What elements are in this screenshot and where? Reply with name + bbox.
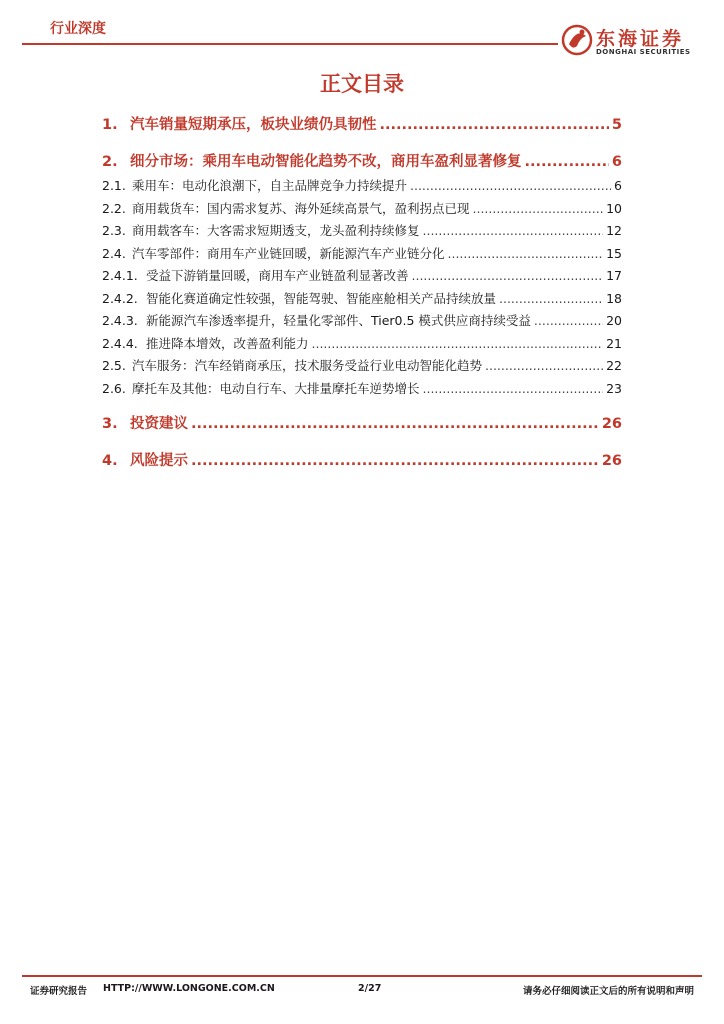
toc-entry-label bbox=[102, 220, 420, 243]
toc-entry[interactable] bbox=[102, 198, 622, 221]
toc-entry-label bbox=[102, 149, 522, 175]
toc-entry-text: 投资建议 bbox=[130, 416, 188, 432]
toc-entry-number: 2.4.2. bbox=[102, 290, 138, 306]
footer-label: 证券研究报告 bbox=[30, 986, 88, 997]
footer-website-link[interactable]: HTTP://WWW.LONGONE.COM.CN bbox=[103, 983, 275, 994]
toc-leader-dots bbox=[485, 355, 603, 378]
toc-leader-dots bbox=[499, 288, 603, 311]
toc-entry-text: 汽车销量短期承压，板块业绩仍具韧性 bbox=[130, 117, 377, 133]
logo-chinese-name: 东海证券 bbox=[596, 28, 685, 50]
toc-entry[interactable] bbox=[102, 149, 622, 175]
toc-entry-text: 商用载客车：大客需求短期透支，龙头盈利持续修复 bbox=[132, 223, 420, 238]
toc-entry-label bbox=[102, 378, 420, 401]
toc-spacer bbox=[102, 138, 622, 149]
toc-entry-number: 2.3. bbox=[102, 223, 126, 238]
toc-entry-number: 2.4.3. bbox=[102, 313, 138, 328]
toc-entry-text: 新能源汽车渗透率提升，轻量化零部件、Tier0.5 模式供应商持续受益 bbox=[146, 313, 531, 328]
footer-disclaimer: 请务必仔细阅读正文后的所有说明和声明 bbox=[522, 986, 694, 997]
footer-page-number: 2/27 bbox=[358, 983, 382, 994]
toc-entry[interactable] bbox=[102, 378, 622, 401]
toc-entry[interactable] bbox=[102, 265, 622, 288]
toc-entry-number: 2.2. bbox=[102, 200, 126, 216]
toc-entry-number: 1. bbox=[102, 117, 118, 133]
toc-entry[interactable] bbox=[102, 411, 622, 437]
toc-entry-label bbox=[102, 175, 407, 198]
toc-entry-page: 5 bbox=[611, 117, 622, 133]
toc-entry-text: 商用载货车：国内需求复苏、海外延续高景气，盈利拐点已现 bbox=[132, 200, 470, 216]
toc-entry[interactable] bbox=[102, 243, 622, 266]
toc-leader-dots bbox=[534, 310, 603, 333]
toc-entry-label bbox=[102, 411, 188, 437]
toc-entry-page: 22 bbox=[606, 358, 622, 373]
toc-entry-page: 17 bbox=[606, 268, 622, 283]
page-title: 正文目录 bbox=[320, 72, 404, 96]
toc-leader-dots bbox=[410, 175, 611, 198]
toc-entry-page: 26 bbox=[601, 416, 622, 432]
toc-entry-label bbox=[102, 198, 470, 221]
toc-leader-dots bbox=[380, 112, 609, 138]
toc-entry[interactable] bbox=[102, 355, 622, 378]
toc-entry-number: 2.6. bbox=[102, 380, 126, 396]
toc-entry-page: 15 bbox=[606, 245, 622, 261]
toc-entry-text: 汽车服务：汽车经销商承压，技术服务受益行业电动智能化趋势 bbox=[132, 358, 483, 373]
toc-entry-page: 20 bbox=[606, 313, 622, 328]
toc-spacer bbox=[102, 437, 622, 448]
toc-leader-dots bbox=[423, 378, 604, 401]
toc-entry[interactable] bbox=[102, 220, 622, 243]
toc-entry-label bbox=[102, 448, 188, 474]
toc-entry-number: 2. bbox=[102, 154, 118, 170]
toc-entry-number: 2.4.1. bbox=[102, 268, 138, 283]
logo-english-name: DONGHAI SECURITIES bbox=[596, 48, 691, 56]
toc-entry-text: 细分市场：乘用车电动智能化趋势不改，商用车盈利显著修复 bbox=[130, 154, 522, 170]
toc-entry-label bbox=[102, 265, 409, 288]
toc-entry-page: 6 bbox=[614, 178, 622, 193]
toc-entry-page: 21 bbox=[606, 335, 622, 351]
toc-leader-dots bbox=[312, 333, 604, 356]
toc-leader-dots bbox=[412, 265, 604, 288]
toc-leader-dots bbox=[191, 448, 599, 474]
toc-entry-page: 26 bbox=[601, 453, 622, 469]
toc-entry-label bbox=[102, 310, 531, 333]
toc-entry-text: 摩托车及其他：电动自行车、大排量摩托车逆势增长 bbox=[132, 380, 420, 396]
toc-entry-text: 受益下游销量回暖，商用车产业链盈利显著改善 bbox=[146, 268, 409, 283]
toc-entry-text: 风险提示 bbox=[130, 453, 188, 469]
toc-entry-label bbox=[102, 288, 496, 311]
toc-entry-page: 18 bbox=[606, 290, 622, 306]
toc-entry-number: 2.5. bbox=[102, 358, 126, 373]
footer-divider bbox=[22, 975, 702, 977]
toc-entry-label bbox=[102, 355, 482, 378]
toc-entry-text: 推进降本增效，改善盈利能力 bbox=[146, 335, 309, 351]
seal-logo-icon bbox=[560, 22, 594, 58]
toc-entry-number: 3. bbox=[102, 416, 118, 432]
toc-entry[interactable] bbox=[102, 310, 622, 333]
table-of-contents bbox=[102, 112, 622, 474]
toc-entry-label bbox=[102, 243, 445, 266]
toc-entry-number: 2.4.4. bbox=[102, 335, 138, 351]
toc-entry[interactable] bbox=[102, 288, 622, 311]
toc-entry-number: 4. bbox=[102, 453, 118, 469]
toc-entry[interactable] bbox=[102, 333, 622, 356]
toc-entry[interactable] bbox=[102, 175, 622, 198]
toc-leader-dots bbox=[423, 220, 604, 243]
toc-leader-dots bbox=[525, 149, 609, 175]
header-divider bbox=[22, 43, 558, 45]
toc-entry[interactable] bbox=[102, 448, 622, 474]
toc-entry-text: 智能化赛道确定性较强，智能驾驶、智能座舱相关产品持续放量 bbox=[146, 290, 497, 306]
toc-entry-number: 2.1. bbox=[102, 178, 126, 193]
toc-entry-number: 2.4. bbox=[102, 245, 126, 261]
toc-entry-page: 23 bbox=[606, 380, 622, 396]
toc-entry-page: 10 bbox=[606, 200, 622, 216]
toc-entry-text: 汽车零部件：商用车产业链回暖，新能源汽车产业链分化 bbox=[132, 245, 445, 261]
toc-leader-dots bbox=[473, 198, 604, 221]
toc-entry-page: 6 bbox=[611, 154, 622, 170]
toc-entry-page: 12 bbox=[606, 223, 622, 238]
toc-leader-dots bbox=[448, 243, 604, 266]
toc-entry-label bbox=[102, 333, 309, 356]
toc-entry-label bbox=[102, 112, 377, 138]
toc-entry[interactable] bbox=[102, 112, 622, 138]
company-logo bbox=[560, 22, 710, 58]
toc-spacer bbox=[102, 400, 622, 411]
toc-leader-dots bbox=[191, 411, 599, 437]
report-category-tag: 行业深度 bbox=[50, 21, 106, 37]
toc-entry-text: 乘用车：电动化浪潮下，自主品牌竞争力持续提升 bbox=[132, 178, 408, 193]
